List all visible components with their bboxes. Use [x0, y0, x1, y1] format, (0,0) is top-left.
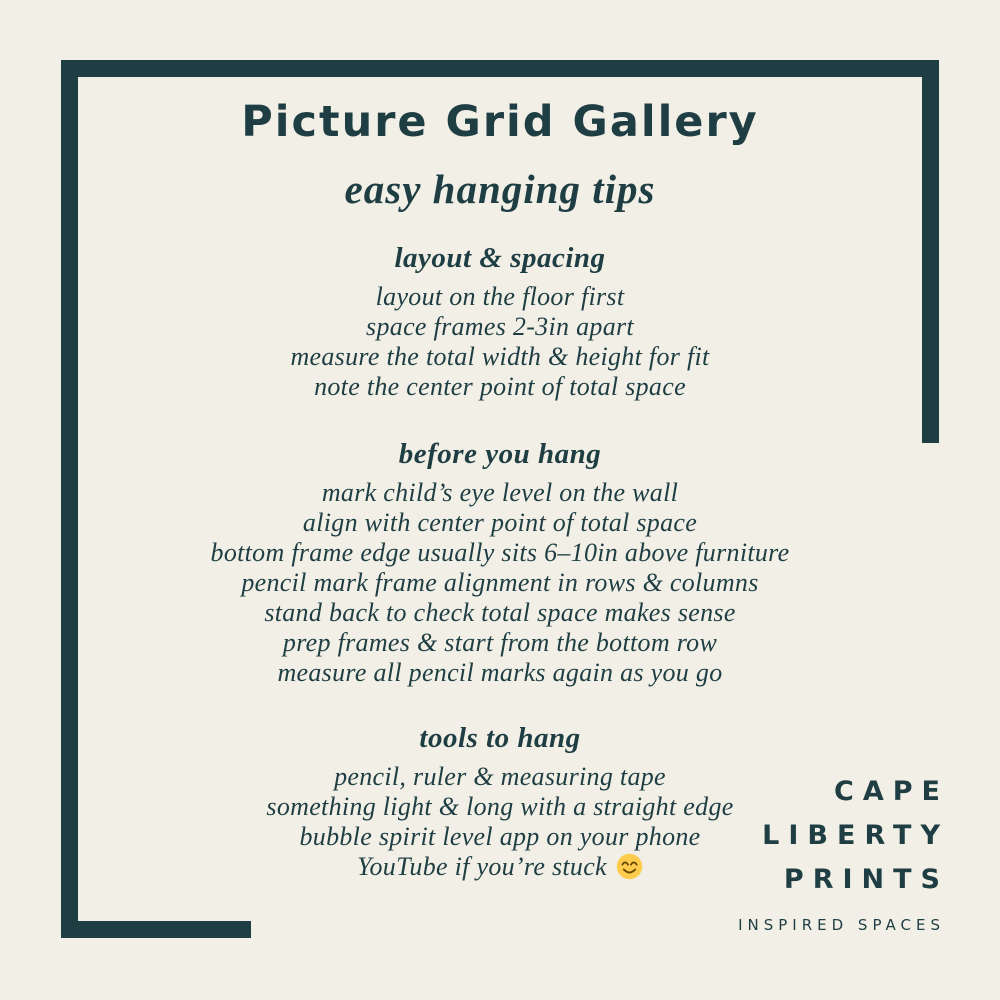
tip-line: measure all pencil marks again as you go — [277, 658, 723, 687]
tip-line: layout on the floor first — [375, 282, 625, 311]
tip-line: bottom frame edge usually sits 6–10in above furniture — [210, 538, 790, 567]
brand-block — [738, 770, 949, 934]
section-before-you-hang — [90, 438, 910, 688]
section-heading: tools to hang — [419, 722, 581, 754]
tip-line: prep frames & start from the bottom row — [282, 628, 718, 657]
section-heading: before you hang — [398, 438, 602, 470]
content-column — [90, 98, 910, 887]
brand-name-line: PRINTS — [783, 864, 949, 895]
tip-line: bubble spirit level app on your phone — [299, 822, 701, 851]
tip-line: something light & long with a straight edge — [266, 792, 734, 821]
tip-line: stand back to check total space makes sense — [264, 598, 736, 627]
frame-right-border — [922, 60, 939, 443]
section-layout-spacing — [90, 242, 910, 402]
tip-line: pencil, ruler & measuring tape — [334, 762, 666, 791]
tip-line: measure the total width & height for fit — [290, 342, 710, 371]
tip-line: pencil mark frame alignment in rows & columns — [241, 568, 759, 597]
page-title: Picture Grid Gallery — [241, 97, 759, 147]
tip-line: YouTube if you’re stuck — [357, 852, 607, 881]
tip-line: note the center point of total space — [314, 372, 686, 401]
brand-name-line: CAPE — [834, 776, 949, 807]
tip-line: space frames 2-3in apart — [366, 312, 634, 341]
frame-top-border — [61, 60, 939, 77]
brand-tagline: INSPIRED SPACES — [738, 916, 945, 934]
brand-name-line: LIBERTY — [762, 820, 949, 851]
page-subtitle: easy hanging tips — [344, 166, 656, 212]
tip-line: mark child’s eye level on the wall — [321, 478, 679, 507]
tip-line: align with center point of total space — [302, 508, 698, 537]
section-heading: layout & spacing — [394, 242, 606, 274]
smiling-face-emoji — [616, 853, 643, 887]
frame-bottom-border — [61, 921, 251, 938]
frame-left-border — [61, 60, 78, 938]
